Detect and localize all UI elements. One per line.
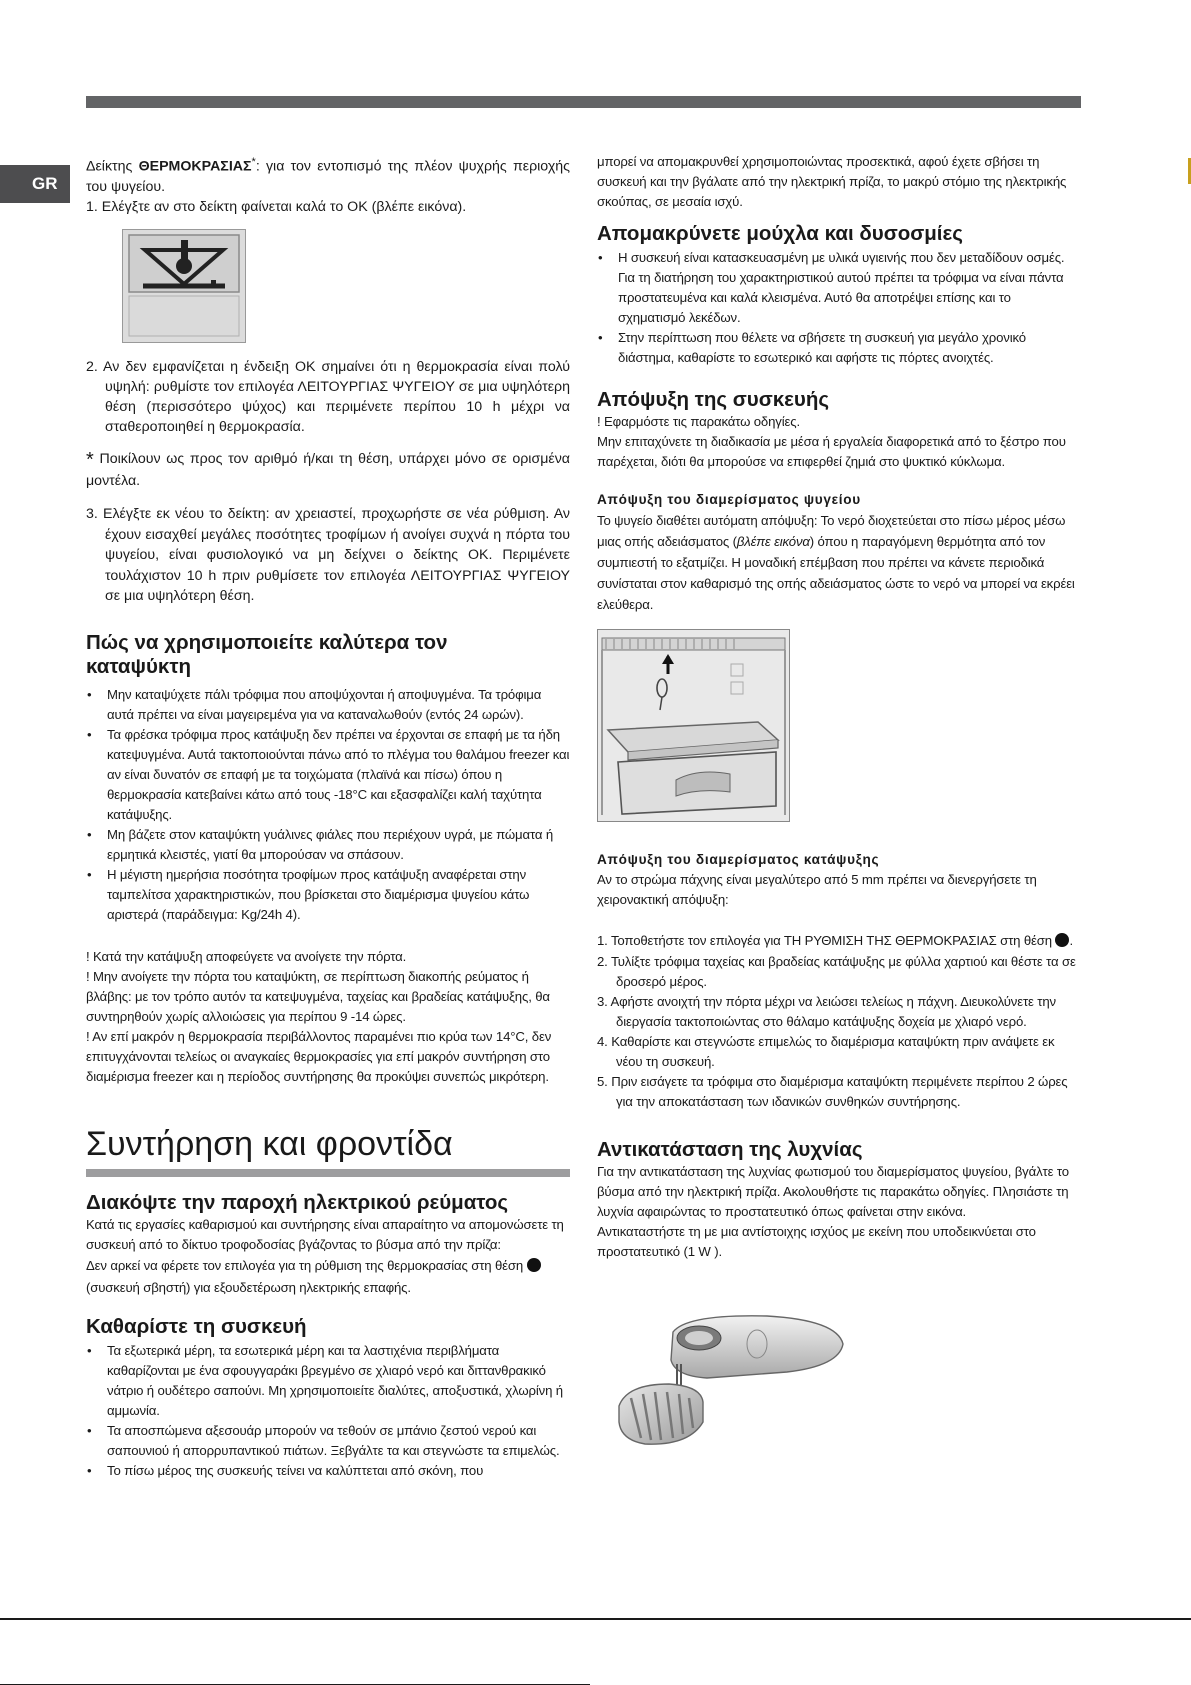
power-p2 [86, 1255, 570, 1299]
step-2: 2. Αν δεν εμφανίζεται η ένδειξη ΟΚ σημαίνει ότι η θερμοκρασία είναι πολύ υψηλή: ρυθμίστε τον επιλογέα ΛΕΙΤΟΥΡΓΙΑΣ ΨΥΓΕΙΟΥ σε μια υψηλότερη θέση (περισσότερο ψύχος) και περιμένετε περίπου 10 h μέχρι να σταθεροποιηθεί η θερμοκρασία. [86, 359, 570, 436]
off-position-dot-icon [1055, 933, 1069, 947]
clean-bullet: • Τα εξωτερικά μέρη, τα εσωτερικά μέρη και τα λαστιχένια περιβλήματα καθαρίζονται με ένα σφουγγαράκι βρεγμένο σε χλιαρό νερό και διττανθρακικό νάτριο ή ουδέτερο σαπούνι. Μη χρησιμοποιείτε διαλύτες, αποξυστικά, χλωρίνη ή αμμωνία. [86, 1341, 570, 1421]
warning-1: ! Κατά την κατάψυξη αποφεύγετε να ανοίγετε την πόρτα. [86, 948, 407, 964]
defrost-text [597, 412, 1081, 472]
fridge-defrost-text-a: Το ψυγείο διαθέτει αυτόματη απόψυξη: Το νερό διοχετεύεται στο πίσω μέρος μέσω μιας οπής αδειάσματος ( [597, 513, 1066, 549]
freezer-bullet: • Μην καταψύχετε πάλι τρόφιμα που αποψύχονται ή αποψυγμένα. Τα τρόφιμα αυτά πρέπει να είναι μαγειρεμένα για να καταναλωθούν (εντός 24 ωρών). [86, 685, 570, 725]
freezer-defrost-heading: Απόψυξη του διαμερίσματος κατάψυξης [597, 852, 880, 867]
clean-bullet: • Τα αποσπώμενα αξεσουάρ μπορούν να τεθούν σε μπάνιο ζεστού νερού και σαπουνιού ή απορρυπαντικού πιάτων. Ξεβγάλτε τα και στεγνώστε τα επιμελώς. [86, 1421, 570, 1461]
warning-3: ! Αν επί μακρόν η θερμοκρασία περιβάλλοντος παραμένει πιο κρύα των 14°C, δεν επιτυγχάνονται τελείως οι αναγκαίες θερμοκρασίες για επί μακρόν συντήρηση στο διαμέρισμα freezer και η περίοδος συντήρησης θα προκύψει συνεπώς μικρότερη. [86, 1028, 552, 1084]
drain-hole-figure [597, 629, 790, 822]
freezer-bullets [86, 685, 570, 925]
mould-bullets [597, 248, 1081, 368]
lamp-text [597, 1162, 1081, 1262]
intro-rest: : για τον εντοπισμό της πλέον ψυχρής περιοχής του ψυγείου. [86, 158, 570, 195]
freezer-step: 5. Πριν εισάγετε τα τρόφιμα στο διαμέρισμα καταψύκτη περιμένετε περίπου 2 ώρες για την αποκατάσταση των ιδανικών συνθηκών συντήρησης. [597, 1074, 1068, 1109]
lamp-p2: Αντικαταστήστε τη με μια αντίστοιχης ισχύος με εκείνη που υποδεικνύεται στο προστατευτικό (1 W ). [597, 1224, 1036, 1259]
step-1: 1. Ελέγξτε αν στο δείκτη φαίνεται καλά το ΟΚ (βλέπε εικόνα). [86, 198, 467, 215]
defrost-p1: ! Εφαρμόστε τις παρακάτω οδηγίες. [597, 414, 800, 429]
footnote [86, 449, 570, 492]
defrost-heading: Απόψυξη της συσκευής [597, 388, 830, 411]
footnote-star: * [86, 449, 94, 472]
ok-indicator-figure [122, 229, 246, 343]
right-column [597, 152, 1081, 1450]
top-rule [86, 96, 1081, 108]
steps-2 [86, 357, 570, 437]
freezer-step: 4. Καθαρίστε και στεγνώστε επιμελώς το διαμέρισμα καταψύκτη πριν ανάψετε εκ νέου τη συσκευή. [597, 1034, 1055, 1069]
power-text [86, 1215, 570, 1299]
mould-heading: Απομακρύνετε μούχλα και δυσοσμίες [597, 222, 963, 245]
freezer-step: 3. Αφήστε ανοιχτή την πόρτα μέχρι να λειώσει τελείως η πάχνη. Διευκολύνετε την διεργασία τακτοποιώντας στο θάλαμο κατάψυξης δοχεία με χλιαρό νερό. [597, 994, 1056, 1029]
freezer-bullet: • Η μέγιστη ημερήσια ποσότητα τροφίμων προς κατάψυξη αναφέρεται στην ταμπελίτσα χαρακτηριστικών, που βρίσκεται στο διαμέρισμα ψυγείου κάτω αριστερά (παράδειγμα: Kg/24h 4). [86, 865, 570, 925]
steps-1 [86, 197, 570, 218]
fridge-defrost-text-b: ) όπου η παραγόμενη θερμότητα από τον συμπιεστή το εξατμίζει. Η μοναδική επέμβαση που πρέπει να κάνετε περιοδικά συνίσταται στον καθαρισμό της οπής αδειάσματος ώστε το νερό να μπορεί να εκρέει ελεύθερα. [597, 534, 1075, 612]
intro-prefix: Δείκτης [86, 158, 139, 175]
mould-bullet: • Στην περίπτωση που θέλετε να σβήσετε τη συσκευή για μεγάλο χρονικό διάστημα, καθαρίστε το εσωτερικό και αφήστε τις πόρτες ανοιχτές. [597, 328, 1081, 368]
mould-bullet: • Η συσκευή είναι κατασκευασμένη με υλικά υγιεινής που δεν μεταδίδουν οσμές. Για τη διατήρηση του χαρακτηριστικού αυτού πρέπει τα τρόφιμα να είναι πάντα προστατευμένα και καλά κλεισμένα. Αυτό θα αποτρέψει επίσης και το σχηματισμό λεκέδων. [597, 248, 1081, 328]
freezer-defrost-steps [597, 930, 1081, 1112]
drain-hole-illustration [598, 630, 789, 821]
continued-text: μπορεί να απομακρυνθεί χρησιμοποιώντας προσεκτικά, αφού έχετε σβήσει τη συσκευή και την βγάλατε από την ηλεκτρική πρίζα, το μακρύ στόμιο της ηλεκτρικής σκούπας, σε μεσαία ισχύ. [597, 154, 1067, 209]
steps-3 [86, 504, 570, 607]
footer-rule [0, 1618, 1191, 1620]
intro-bold: ΘΕΡΜΟΚΡΑΣΙΑΣ [138, 158, 252, 175]
power-p2-text-end: (συσκευή σβηστή) για εξουδετέρωση ηλεκτρικής επαφής. [86, 1279, 411, 1295]
fridge-defrost-text [597, 510, 1081, 615]
freezer-step: 2. Τυλίξτε τρόφιμα ταχείας και βραδείας κατάψυξης με φύλλα χαρτιού και θέστε τα σε δροσερό μέρος. [597, 954, 1076, 989]
power-p1: Κατά τις εργασίες καθαρισμού και συντήρησης είναι απαραίτητο να απομονώσετε τη συσκευή από το δίκτυο τροφοδοσίας βγάζοντας το βύσμα από την πρίζα: [86, 1216, 564, 1252]
warning-2: ! Μην ανοίγετε την πόρτα του καταψύκτη, σε περίπτωση διακοπής ρεύματος ή βλάβης: με τον τρόπο αυτόν τα κατεψυγμένα, ταχείας και βραδείας κατάψυξης, θα συντηρηθούν χωρίς αλλοιώσεις για περίπου 9 -14 ώρες. [86, 968, 550, 1024]
language-tab: GR [0, 165, 70, 203]
ok-indicator-icon [123, 230, 245, 342]
freezer-warnings [86, 947, 570, 1087]
defrost-p2: Μην επιταχύνετε τη διαδικασία με μέσα ή εργαλεία διαφορετικά από το ξέστρο που παρέχεται, διότι θα μπορούσε να επιφερθεί ζημιά στο ψυκτικό κύκλωμα. [597, 434, 1066, 469]
step-3: 3. Ελέγξτε εκ νέου το δείκτη: αν χρειαστεί, προχωρήστε σε νέα ρύθμιση. Αν έχουν εισαχθεί μεγάλες ποσότητες τροφίμων ή ανοίγει συχνά η πόρτα του ψυγείου, είναι φυσιολογικό να μη δείχνει ο δείκτης ΟΚ. Περιμένετε τουλάχιστον 10 h πριν ρυθμίσετε τον επιλογέα ΛΕΙΤΟΥΡΓΙΑΣ ΨΥΓΕΙΟΥ σε μια υψηλότερη θέση. [86, 506, 570, 605]
fridge-defrost-heading: Απόψυξη του διαμερίσματος ψυγείου [597, 492, 861, 507]
freezer-bullet: • Τα φρέσκα τρόφιμα προς κατάψυξη δεν πρέπει να έρχονται σε επαφή με τα ήδη κατεψυγμένα. Αυτά τακτοποιούνται πάνω από το πλέγμα του θαλάμου freezer και αν είναι δυνατόν σε επαφή με τα τοιχώματα (πλαϊνά και πίσω) όπου η θερμοκρασία κατεβαίνει κάτω από τους -18°C και εξασφαλίζει καλή ταχύτητα κατάψυξης. [86, 725, 570, 825]
freezer-bullet: • Μη βάζετε στον καταψύκτη γυάλινες φιάλες που περιέχουν υγρά, με πώματα ή ερμητικά κλειστές, γιατί θα μπορούσαν να σπάσουν. [86, 825, 570, 865]
power-heading: Διακόψτε την παροχή ηλεκτρικού ρεύματος [86, 1190, 509, 1214]
freezer-defrost-text: Αν το στρώμα πάχνης είναι μεγαλύτερο από 5 mm πρέπει να διενεργήσετε τη χειρονακτική απόψυξη: [597, 872, 1037, 907]
section-title-rule [86, 1169, 570, 1177]
clean-bullet: • Το πίσω μέρος της συσκευής τείνει να καλύπτεται από σκόνη, που [86, 1461, 570, 1481]
clean-bullets [86, 1341, 570, 1481]
freezer-heading: Πώς να χρησιμοποιείτε καλύτερα τον καταψύκτη [86, 630, 448, 678]
off-position-dot-icon [527, 1258, 541, 1272]
lamp-cover-illustration [617, 1310, 857, 1450]
section-title: Συντήρηση και φροντίδα [86, 1124, 453, 1163]
lamp-p1: Για την αντικατάσταση της λυχνίας φωτισμού του διαμερίσματος ψυγείου, βγάλτε το βύσμα από την ηλεκτρική πρίζα. Ακολουθήστε τις παρακάτω οδηγίες. Πλησιάστε τη λυχνία αφαιρώντας το προστατευτικό όπως φαίνεται στην εικόνα. [597, 1164, 1069, 1219]
fridge-defrost-italic: βλέπε εικόνα [736, 534, 810, 549]
freezer-step-1-text: 1. Τοποθετήστε τον επιλογέα για ΤΗ ΡΥΘΜΙΣΗ ΤΗΣ ΘΕΡΜΟΚΡΑΣΙΑΣ στη θέση [597, 933, 1052, 948]
footnote-text: Ποικίλουν ως προς τον αριθμό ή/και τη θέση, υπάρχει μόνο σε ορισμένα μοντέλα. [86, 451, 570, 490]
lamp-cover-figure [617, 1310, 857, 1450]
clean-heading: Καθαρίστε τη συσκευή [86, 1314, 307, 1338]
power-p2-text: Δεν αρκεί να φέρετε τον επιλογέα για τη ρύθμιση της θερμοκρασίας στη θέση [86, 1257, 527, 1273]
left-column [86, 152, 570, 1481]
lamp-heading: Αντικατάσταση της λυχνίας [597, 1138, 863, 1161]
freezer-step-1: 1. Τοποθετήστε τον επιλογέα για ΤΗ ΡΥΘΜΙΣΗ ΤΗΣ ΘΕΡΜΟΚΡΑΣΙΑΣ στη θέση . [597, 933, 1073, 948]
thermometer-intro [86, 152, 570, 197]
intro-star: * [251, 156, 256, 168]
